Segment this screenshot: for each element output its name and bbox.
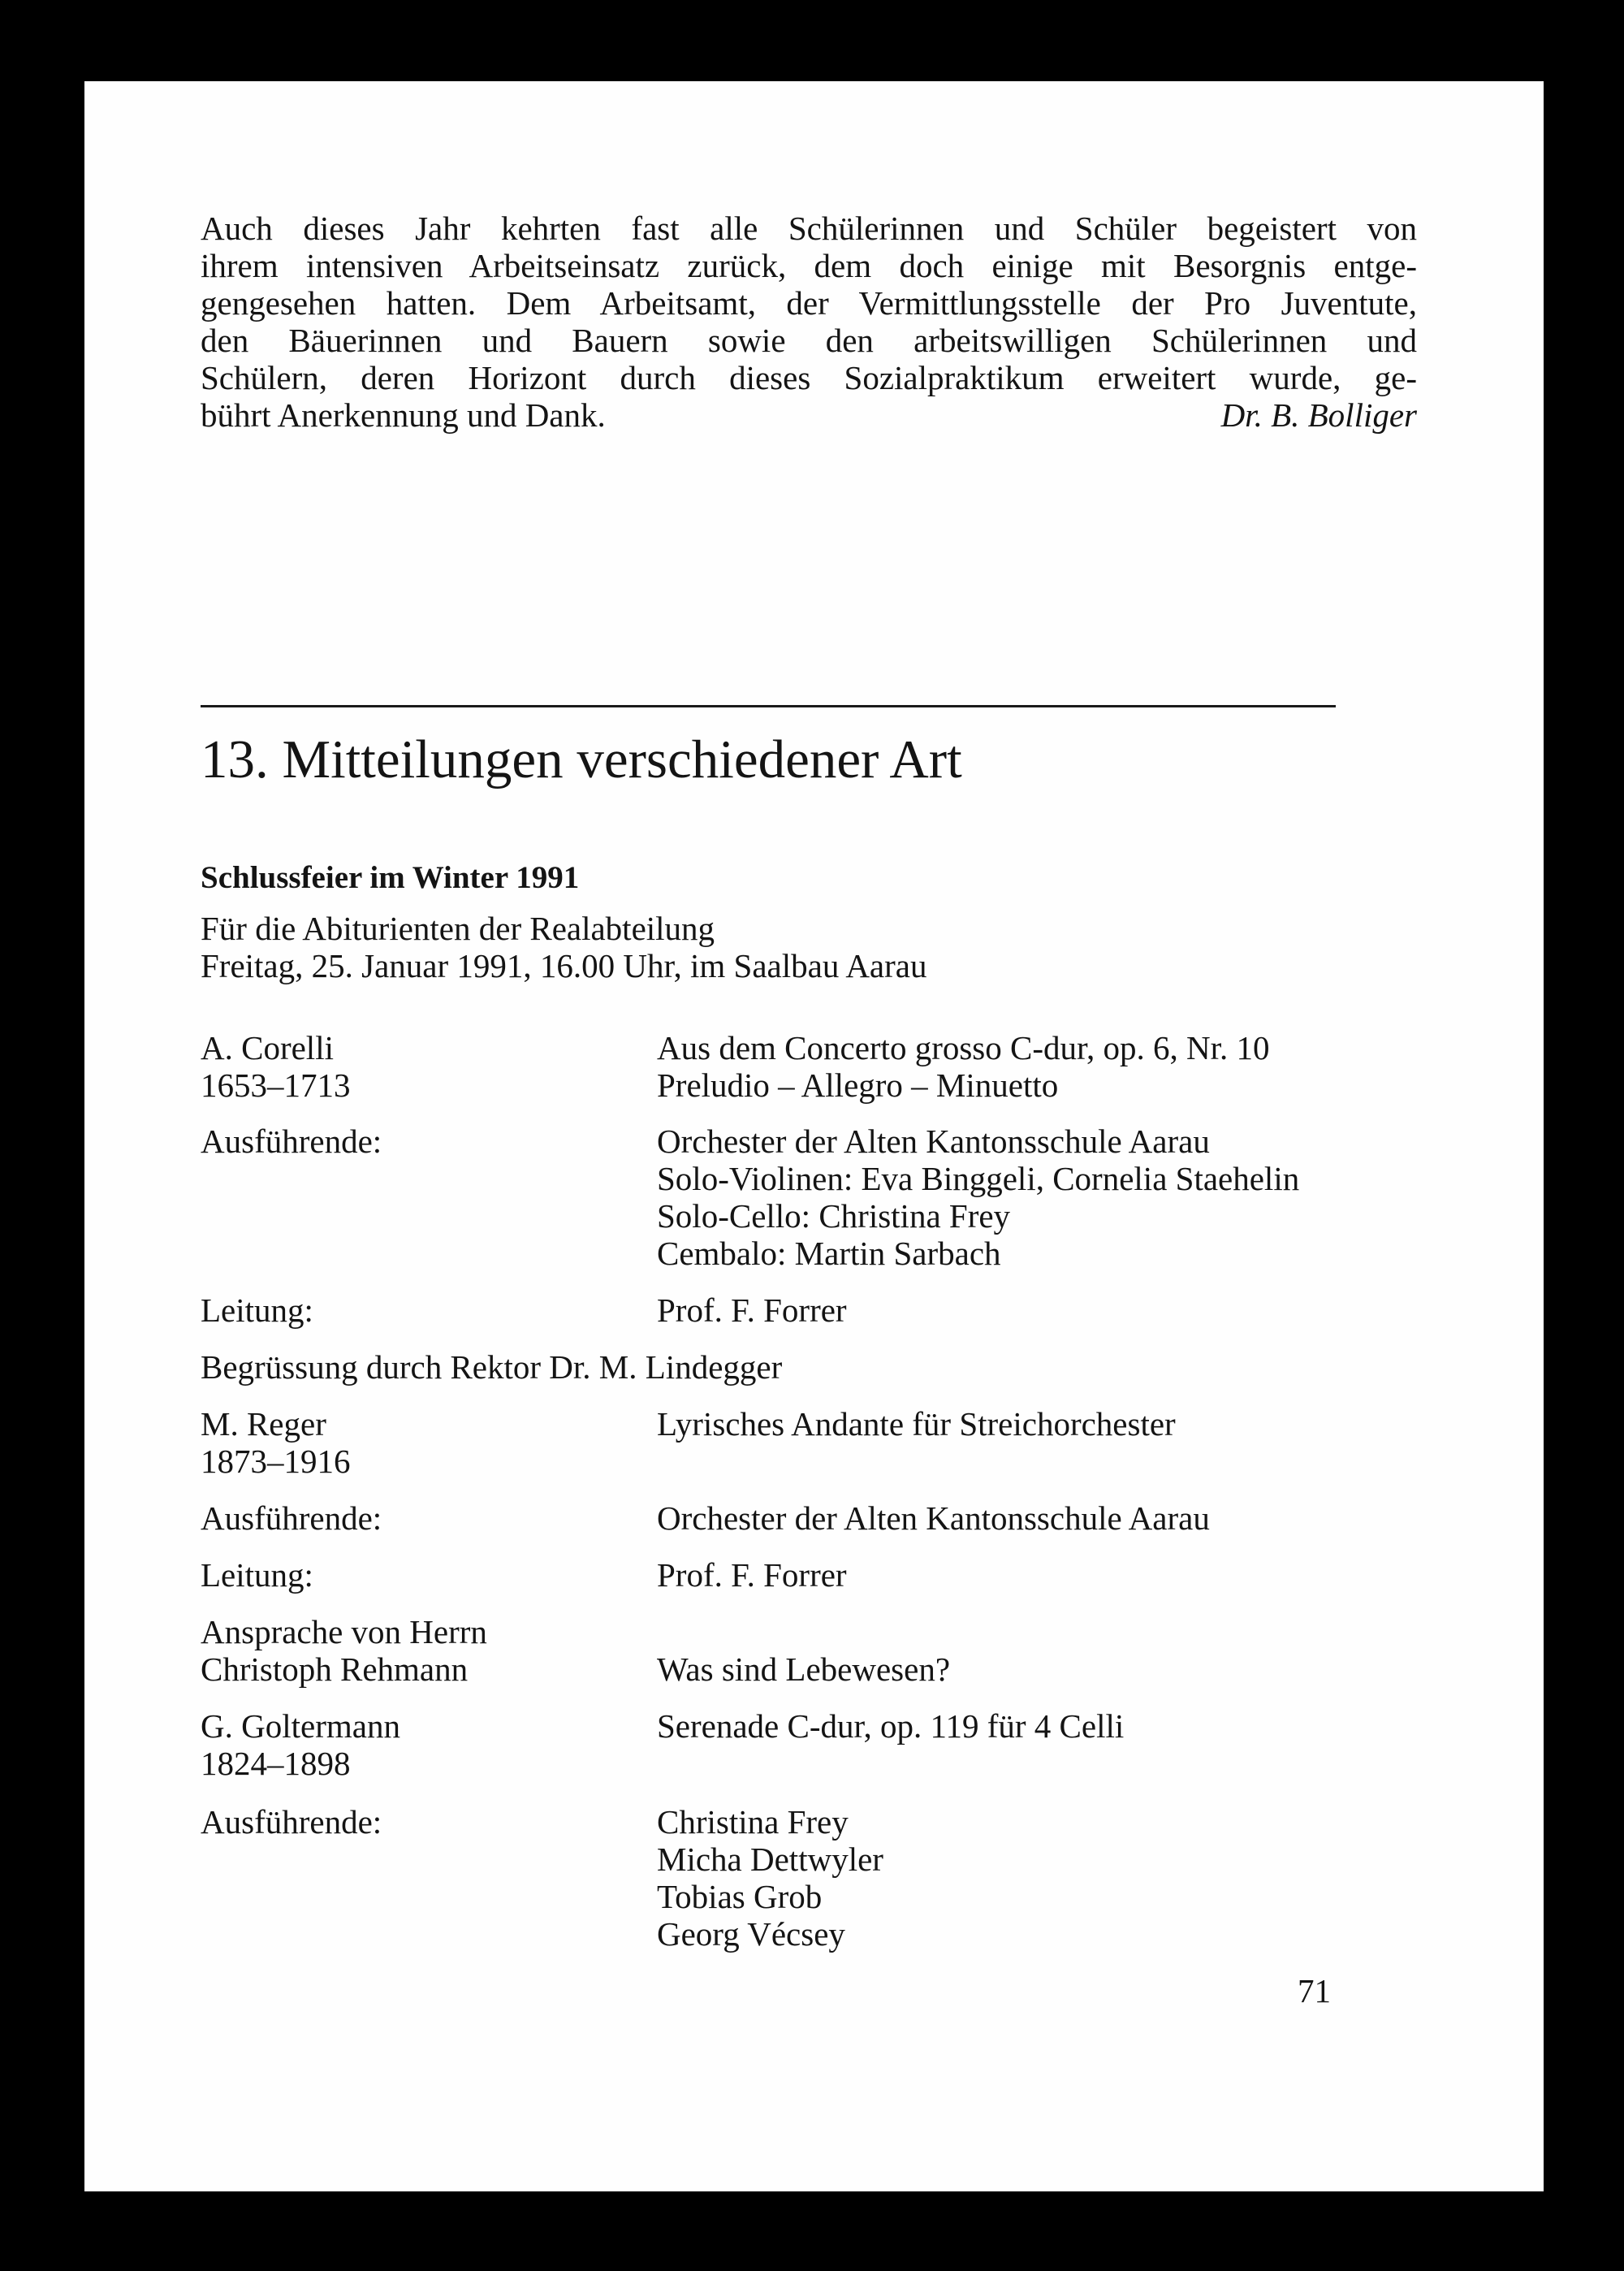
section-title: 13. Mitteilungen verschiedener Art [201,729,962,789]
performers-label: Ausführende: [201,1123,382,1160]
performer: Tobias Grob [657,1878,823,1915]
composer-years: 1873–1916 [201,1443,351,1480]
intro-line: gengesehen hatten. Dem Arbeitsamt, der Vermittlungsstelle der Pro Juventute, [201,284,1417,322]
event-info [201,910,926,984]
composer-years: 1653–1713 [201,1066,351,1104]
intro-line: den Bäuerinnen und Bauern sowie den arbeitswilligen Schülerinnen und [201,322,1417,359]
event-date-place: Freitag, 25. Januar 1991, 16.00 Uhr, im Saalbau Aarau [201,947,927,984]
work-movements: Preludio – Allegro – Minuetto [657,1066,1059,1104]
performers-label: Ausführende: [201,1803,382,1841]
work-title: Serenade C-dur, op. 119 für 4 Celli [657,1707,1125,1745]
intro-line: bührt Anerkennung und Dank. [201,396,606,434]
composer-name: G. Goltermann [201,1707,400,1745]
performer: Orchester der Alten Kantonsschule Aarau [657,1499,1210,1537]
performer: Micha Dettwyler [657,1841,883,1878]
conductor: Prof. F. Forrer [657,1291,847,1329]
performers-label: Ausführende: [201,1499,382,1537]
performer: Orchester der Alten Kantonsschule Aarau [657,1123,1210,1160]
event-audience: Für die Abiturienten der Realabteilung [201,910,715,947]
performer: Solo-Violinen: Eva Binggeli, Cornelia Staehelin [657,1160,1300,1197]
conductor: Prof. F. Forrer [657,1556,847,1594]
intro-last-line [201,396,1417,434]
performer: Solo-Cello: Christina Frey [657,1197,1011,1235]
composer-name: A. Corelli [201,1029,334,1066]
intro-line: ihrem intensiven Arbeitseinsatz zurück, dem doch einige mit Besorgnis entge- [201,247,1417,284]
work-title: Aus dem Concerto grosso C-dur, op. 6, Nr. 10 [657,1029,1270,1066]
performer: Christina Frey [657,1803,849,1841]
performer: Georg Vécsey [657,1915,845,1953]
work-title: Lyrisches Andante für Streichorchester [657,1405,1176,1443]
conductor-label: Leitung: [201,1291,313,1329]
speech-label: Ansprache von Herrn [201,1613,487,1650]
intro-line: Schülern, deren Horizont durch dieses Sozialpraktikum erweitert wurde, ge- [201,359,1417,396]
signature: Dr. B. Bolliger [1220,396,1417,434]
composer-name: M. Reger [201,1405,326,1443]
conductor-label: Leitung: [201,1556,313,1594]
intro-paragraph [201,210,1417,434]
performer: Cembalo: Martin Sarbach [657,1235,1001,1272]
section-divider [201,705,1336,707]
event-subtitle: Schlussfeier im Winter 1991 [201,860,580,895]
page-number: 71 [1298,1972,1331,2009]
speech-title: Was sind Lebewesen? [657,1650,951,1688]
speaker: Christoph Rehmann [201,1650,469,1688]
document-page [84,81,1544,2191]
intro-line: Auch dieses Jahr kehrten fast alle Schülerinnen und Schüler begeistert von [201,210,1417,247]
greeting: Begrüssung durch Rektor Dr. M. Lindegger [201,1348,783,1386]
composer-years: 1824–1898 [201,1745,351,1782]
